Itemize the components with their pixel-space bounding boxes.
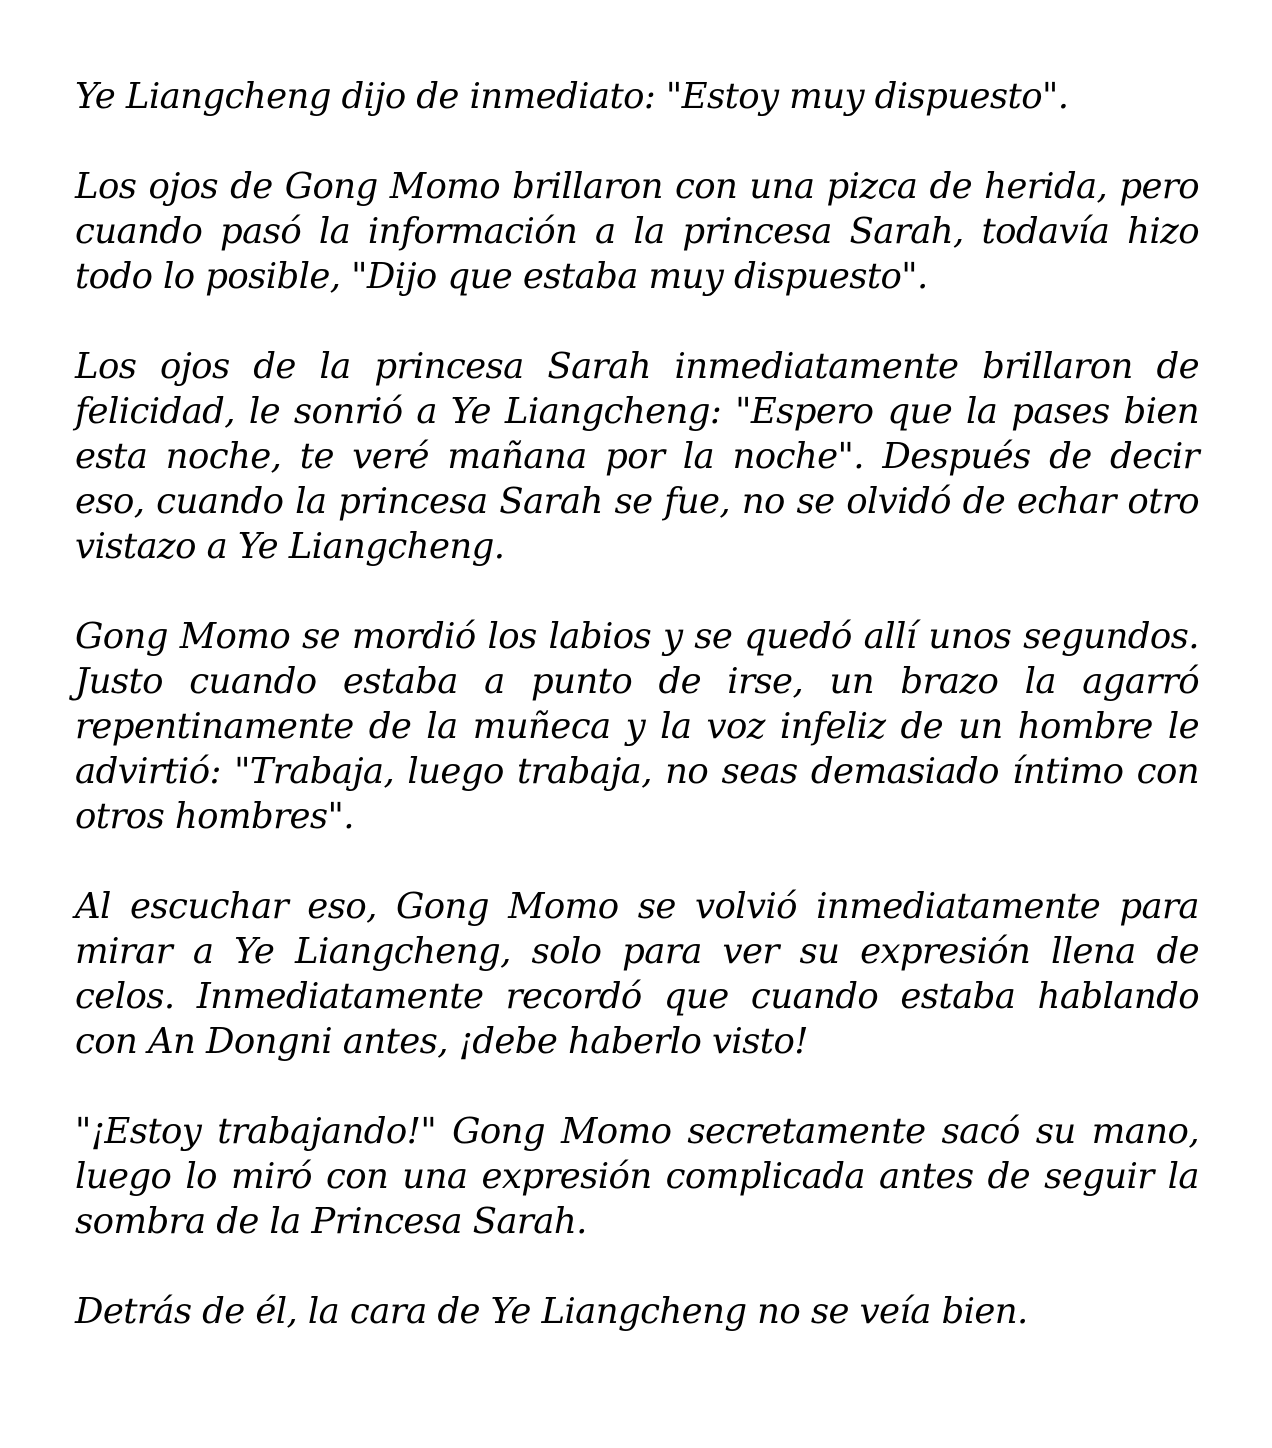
paragraph: Gong Momo se mordió los labios y se quedó allí unos segundos. Justo cuando estaba a punto de irse, un brazo la agarró repentinamente de la muñeca y la voz infeliz de un hombre le advirtió: "Trabaja, luego trabaja, no seas demasiado íntimo con otros hombres".: [75, 616, 1199, 837]
document-page: [75, 74, 1199, 1334]
paragraph: Detrás de él, la cara de Ye Liangcheng no se veía bien.: [75, 1291, 1028, 1332]
paragraph: Al escuchar eso, Gong Momo se volvió inmediatamente para mirar a Ye Liangcheng, solo para ver su expresión llena de celos. Inmediatamente recordó que cuando estaba hablando con An Dongni antes, ¡debe haberlo visto!: [75, 886, 1199, 1062]
paragraph: Los ojos de Gong Momo brillaron con una pizca de herida, pero cuando pasó la información a la princesa Sarah, todavía hizo todo lo posible, "Dijo que estaba muy dispuesto".: [75, 166, 1199, 297]
paragraph: "¡Estoy trabajando!" Gong Momo secretamente sacó su mano, luego lo miró con una expresión complicada antes de seguir la sombra de la Princesa Sarah.: [75, 1111, 1199, 1242]
paragraph: Ye Liangcheng dijo de inmediato: "Estoy muy dispuesto".: [75, 76, 1069, 117]
paragraph: Los ojos de la princesa Sarah inmediatamente brillaron de felicidad, le sonrió a Ye Liangcheng: "Espero que la pases bien esta noche, te veré mañana por la noche". Después de decir eso, cuando la princesa Sarah se fue, no se olvidó de echar otro vistazo a Ye Liangcheng.: [75, 346, 1199, 567]
